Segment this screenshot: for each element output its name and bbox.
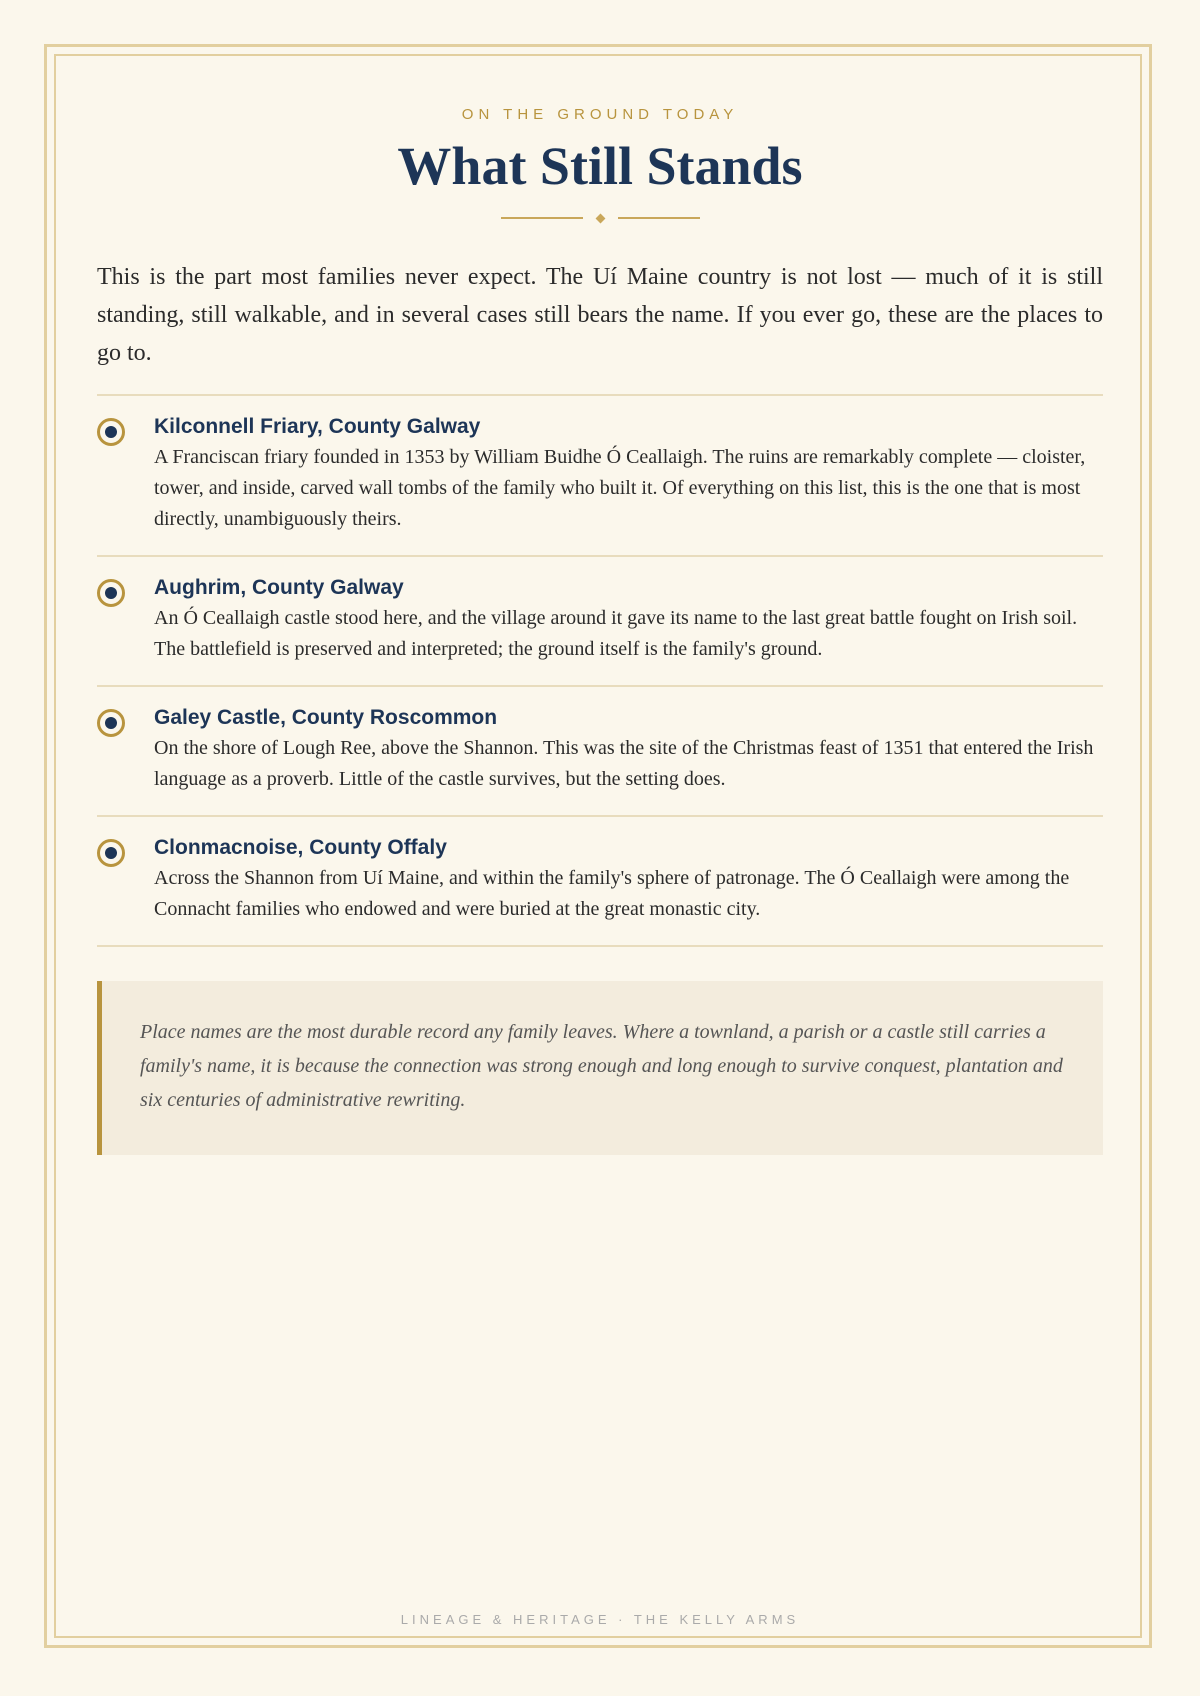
list-item: [97, 817, 1103, 947]
list-item: [97, 396, 1103, 557]
site-title: Galey Castle, County Roscommon: [154, 706, 498, 729]
page-title: What Still Stands: [397, 136, 803, 196]
ornament-line-right: [618, 217, 700, 219]
ornament-line-left: [501, 217, 583, 219]
pull-quote: Place names are the most durable record any family leaves. Where a townland, a parish or a castle still carries a family's name, it is because the connection was strong enough and long enough to survive conquest, plantation and six centuries of administrative rewriting.: [97, 981, 1103, 1155]
title-ornament: [97, 208, 1103, 228]
list-item: [97, 557, 1103, 687]
site-description: On the shore of Lough Ree, above the Shannon. This was the site of the Christmas feast of 1351 that entered the Irish language as a proverb. Little of the castle survives, but the setting does.: [154, 737, 1094, 790]
location-marker-icon: [97, 709, 125, 737]
site-description: A Franciscan friary founded in 1353 by William Buidhe Ó Ceallaigh. The ruins are remarkably complete — cloister, tower, and inside, carved wall tombs of the family who built it. Of everything on this list, this is the one that is most directly, unambiguously theirs.: [154, 446, 1086, 530]
list-item: [97, 687, 1103, 817]
location-marker-icon: [97, 839, 125, 867]
location-marker-icon: [97, 579, 125, 607]
page-footer: LINEAGE & HERITAGE · THE KELLY ARMS: [400, 1612, 800, 1627]
section-eyebrow: ON THE GROUND TODAY: [461, 106, 739, 123]
diamond-icon: [595, 213, 605, 223]
page-content: [97, 104, 1103, 1155]
site-description: An Ó Ceallaigh castle stood here, and the village around it gave its name to the last great battle fought on Irish soil. The battlefield is preserved and interpreted; the ground itself is the family's ground.: [154, 607, 1078, 660]
site-description: Across the Shannon from Uí Maine, and within the family's sphere of patronage. The Ó Ceallaigh were among the Connacht families who endowed and were buried at the great monastic city.: [154, 867, 1070, 920]
site-title: Clonmacnoise, County Offaly: [154, 836, 447, 859]
location-marker-icon: [97, 418, 125, 446]
site-title: Aughrim, County Galway: [154, 576, 404, 599]
intro-paragraph: This is the part most families never expect. The Uí Maine country is not lost — much of it is still standing, still walkable, and in several cases still bears the name. If you ever go, these are the places to go to.: [97, 264, 1103, 366]
sites-list: [97, 394, 1103, 947]
site-title: Kilconnell Friary, County Galway: [154, 415, 481, 438]
